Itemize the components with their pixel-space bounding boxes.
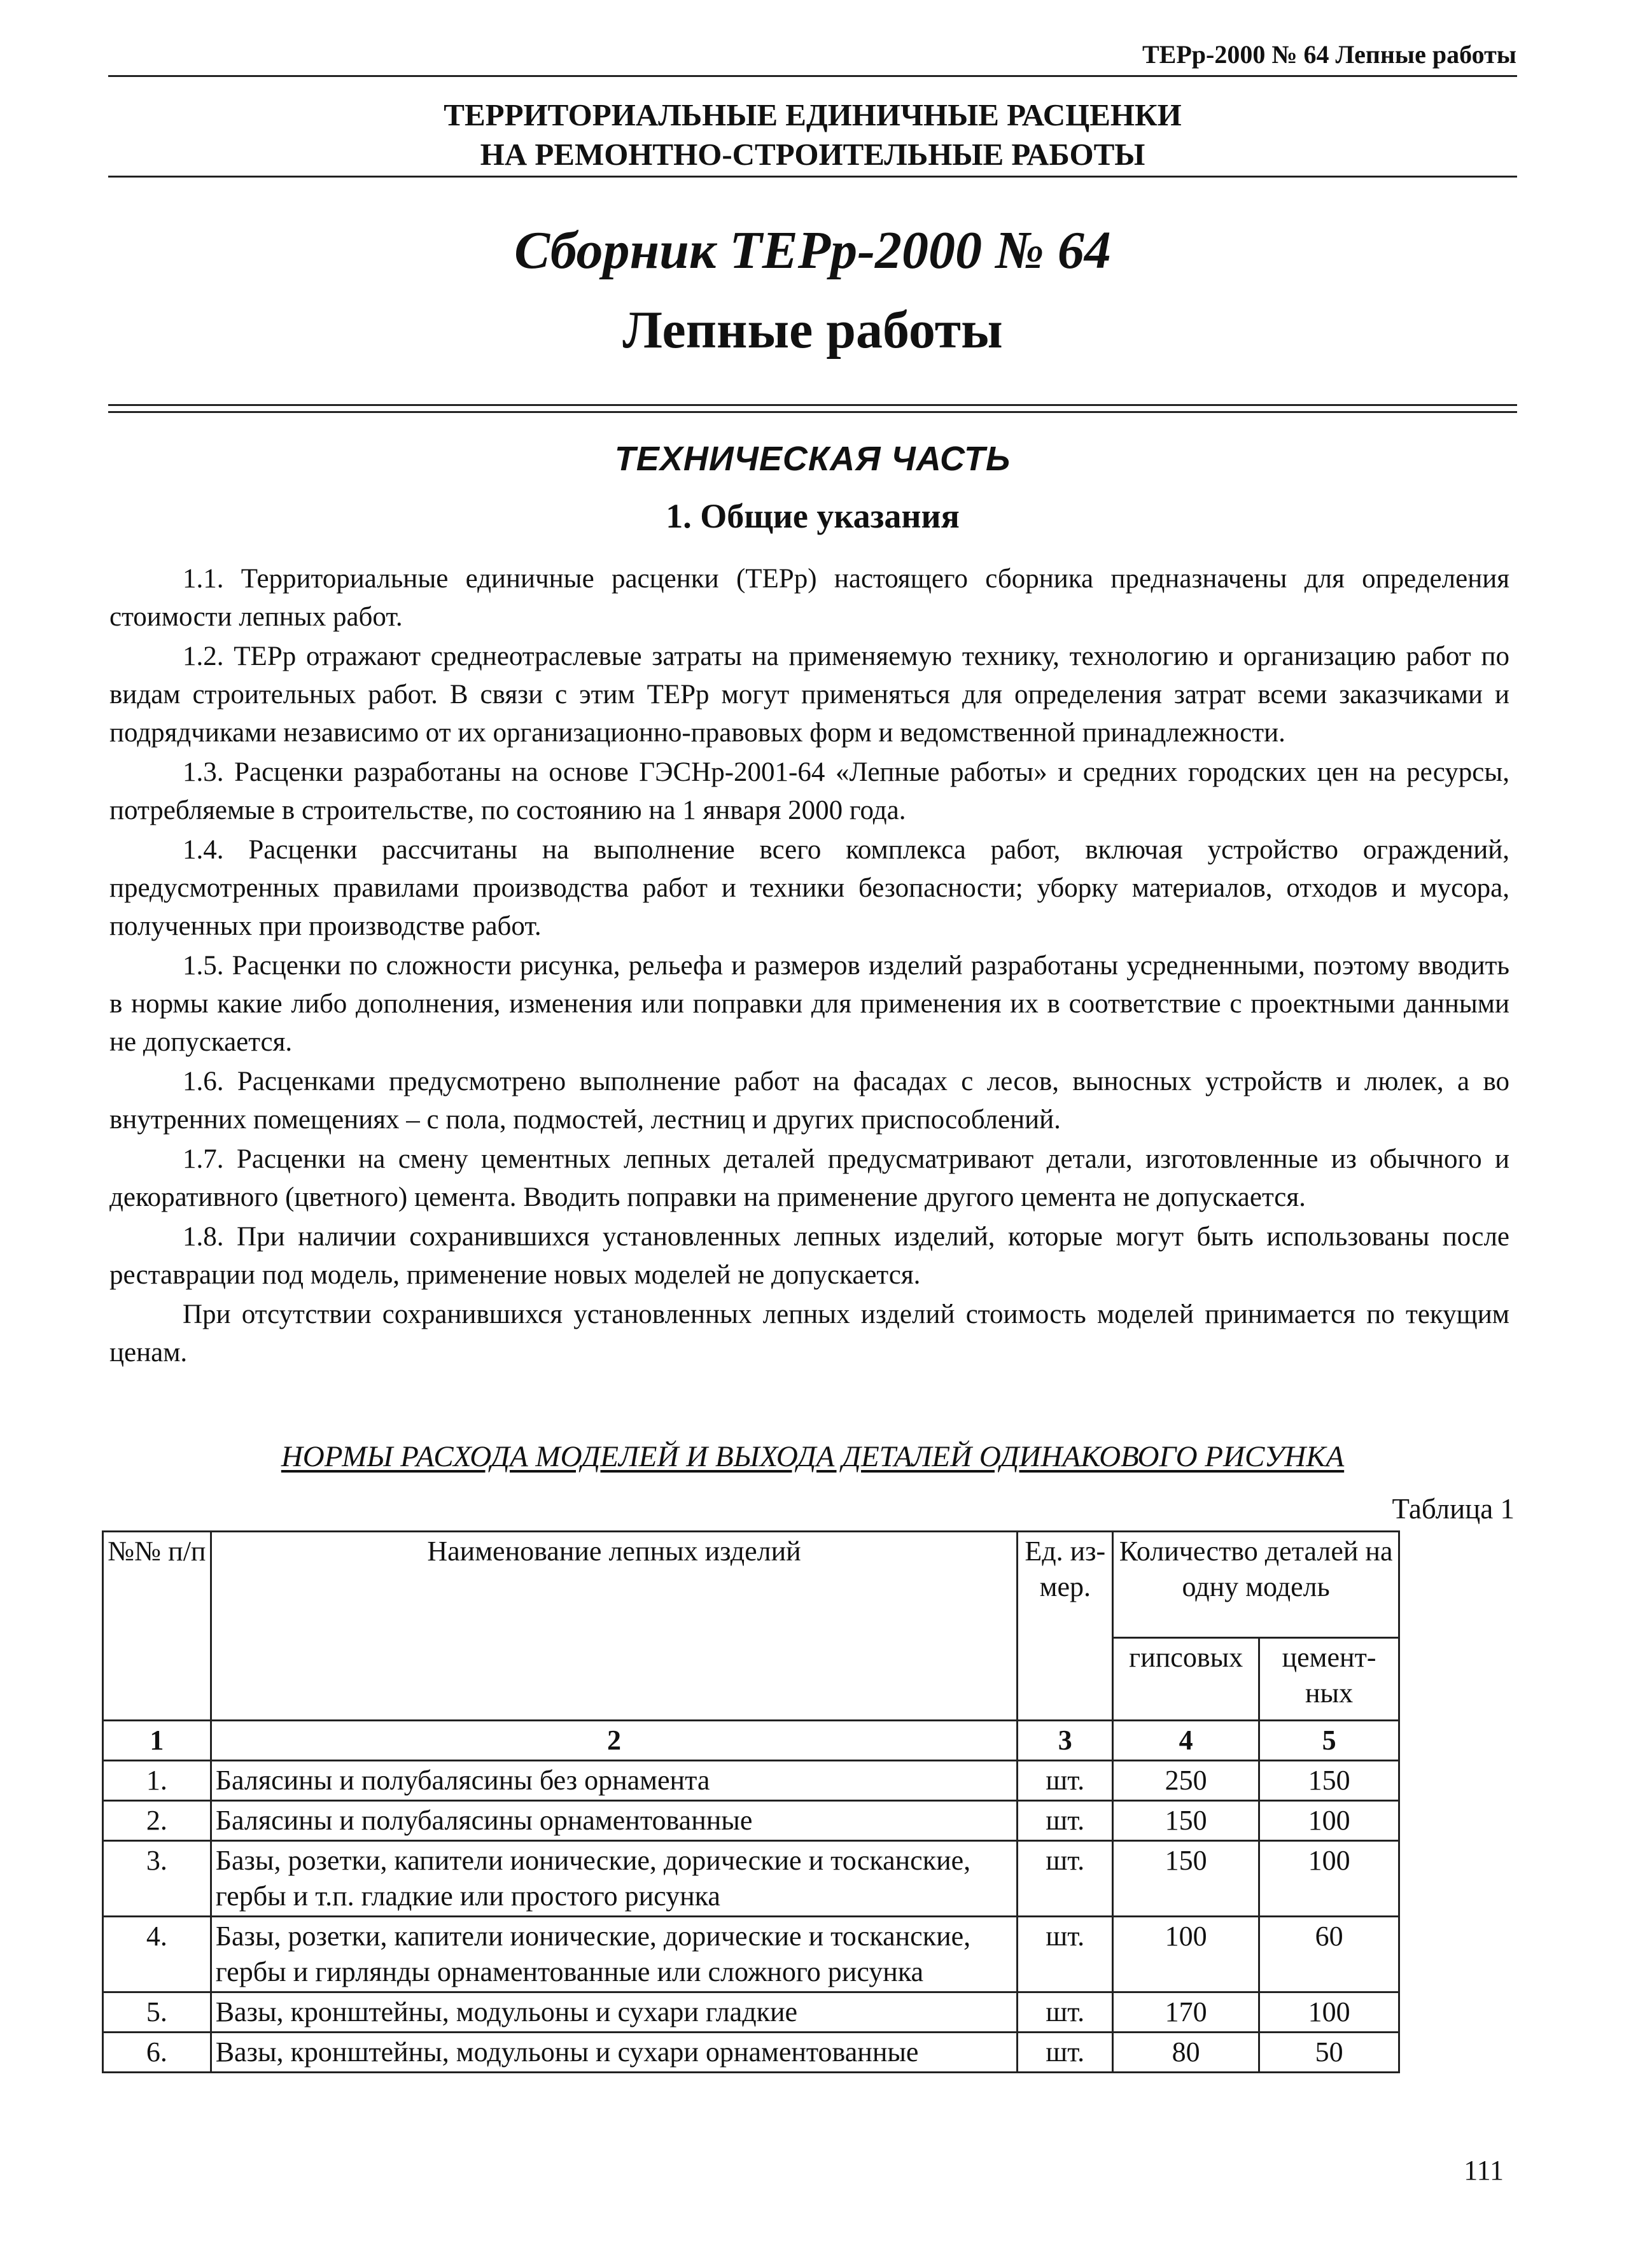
row-gypsum: 170 bbox=[1113, 1992, 1259, 2033]
row-gypsum: 100 bbox=[1113, 1917, 1259, 1992]
table-row bbox=[103, 1761, 1399, 1801]
row-unit: шт. bbox=[1018, 1761, 1113, 1801]
row-cement: 50 bbox=[1259, 2033, 1399, 2073]
document-heading bbox=[108, 95, 1517, 174]
row-unit: шт. bbox=[1018, 1801, 1113, 1841]
row-gypsum: 250 bbox=[1113, 1761, 1259, 1801]
heading-line-2: НА РЕМОНТНО-СТРОИТЕЛЬНЫЕ РАБОТЫ bbox=[480, 137, 1145, 172]
header-unit: Ед. из- мер. bbox=[1018, 1532, 1113, 1721]
header-cement: цемент- ных bbox=[1259, 1638, 1399, 1721]
paragraph-models: При отсутствии сохранившихся установленных лепных изделий стоимость моделей принимается по текущим ценам. bbox=[109, 1299, 1509, 1368]
header-name: Наименование лепных изделий bbox=[211, 1532, 1018, 1721]
row-cement: 100 bbox=[1259, 1801, 1399, 1841]
column-number: 4 bbox=[1113, 1721, 1259, 1761]
technical-part-heading: ТЕХНИЧЕСКАЯ ЧАСТЬ bbox=[614, 440, 1011, 478]
row-cement: 60 bbox=[1259, 1917, 1399, 1992]
running-header: ТЕРр-2000 № 64 Лепные работы bbox=[1142, 40, 1516, 69]
row-number: 1. bbox=[103, 1761, 211, 1801]
row-number: 5. bbox=[103, 1992, 211, 2033]
row-unit: шт. bbox=[1018, 1992, 1113, 2033]
row-number: 2. bbox=[103, 1801, 211, 1841]
paragraph-1-3: 1.3. Расценки разработаны на основе ГЭСНр-2001-64 «Лепные работы» и средних городских цен на ресурсы, потребляемые в строительстве, по состоянию на 1 января 2000 года. bbox=[109, 757, 1509, 825]
row-cement: 100 bbox=[1259, 1841, 1399, 1917]
norms-table bbox=[102, 1530, 1400, 2073]
header-num: №№ п/п bbox=[103, 1532, 211, 1721]
row-number: 6. bbox=[103, 2033, 211, 2073]
paragraph-1-7: 1.7. Расценки на смену цементных лепных деталей предусматривают детали, изготовленные из обычного и декоративного (цветного) цемента. Вводить поправки на применение другого цемента не допускается. bbox=[109, 1144, 1509, 1212]
table-row bbox=[103, 1917, 1399, 1992]
table-caption: Таблица 1 bbox=[1392, 1493, 1515, 1525]
row-cement: 100 bbox=[1259, 1992, 1399, 2033]
collection-title: Сборник ТЕРр-2000 № 64 bbox=[514, 221, 1111, 280]
header-gypsum: гипсовых bbox=[1113, 1638, 1259, 1721]
paragraph-1-2: 1.2. ТЕРр отражают среднеотраслевые затраты на применяемую технику, технологию и организацию работ по видам строительных работ. В связи с этим ТЕРр могут применяться для определения затрат всеми заказчиками и подрядчиками независимо от их организационно-правовых форм и ведомственной принадлежности. bbox=[109, 641, 1509, 748]
row-gypsum: 150 bbox=[1113, 1841, 1259, 1917]
table-row bbox=[103, 2033, 1399, 2073]
paragraph-1-1: 1.1. Территориальные единичные расценки (ТЕРр) настоящего сборника предназначены для определения стоимости лепных работ. bbox=[109, 564, 1509, 632]
row-unit: шт. bbox=[1018, 1841, 1113, 1917]
table-row bbox=[103, 1841, 1399, 1917]
row-gypsum: 80 bbox=[1113, 2033, 1259, 2073]
title-double-rule bbox=[108, 404, 1517, 413]
paragraph-1-5: 1.5. Расценки по сложности рисунка, рельефа и размеров изделий разработаны усредненными, поэтому вводить в нормы какие либо дополнения, изменения или поправки для применения их в соответствие с проектными данными не допускается. bbox=[109, 951, 1509, 1057]
row-number: 4. bbox=[103, 1917, 211, 1992]
column-number-row bbox=[103, 1721, 1399, 1761]
heading-line-1: ТЕРРИТОРИАЛЬНЫЕ ЕДИНИЧНЫЕ РАСЦЕНКИ bbox=[444, 97, 1182, 132]
table-row bbox=[103, 1992, 1399, 2033]
table-row bbox=[103, 1801, 1399, 1841]
column-number: 5 bbox=[1259, 1721, 1399, 1761]
header-rule bbox=[108, 75, 1517, 77]
row-number: 3. bbox=[103, 1841, 211, 1917]
header-qty: Количество деталей на одну модель bbox=[1113, 1532, 1399, 1638]
row-name: Вазы, кронштейны, модульоны и сухари орнаментованные bbox=[211, 2033, 1018, 2073]
row-name: Базы, розетки, капители ионические, дорические и тосканские, гербы и гирлянды орнаментованные или сложного рисунка bbox=[211, 1917, 1018, 1992]
row-unit: шт. bbox=[1018, 1917, 1113, 1992]
column-number: 2 bbox=[211, 1721, 1018, 1761]
general-instructions bbox=[109, 560, 1509, 1373]
row-name: Базы, розетки, капители ионические, дорические и тосканские, гербы и т.п. гладкие или простого рисунка bbox=[211, 1841, 1018, 1917]
table-header-row bbox=[103, 1532, 1399, 1638]
heading-rule bbox=[108, 176, 1517, 178]
page-number: 111 bbox=[1464, 2155, 1504, 2186]
row-name: Вазы, кронштейны, модульоны и сухари гладкие bbox=[211, 1992, 1018, 2033]
paragraph-1-8: 1.8. При наличии сохранившихся установленных лепных изделий, которые могут быть использованы после реставрации под модель, применение новых моделей не допускается. bbox=[109, 1222, 1509, 1290]
row-name: Балясины и полубалясины орнаментованные bbox=[211, 1801, 1018, 1841]
row-unit: шт. bbox=[1018, 2033, 1113, 2073]
column-number: 3 bbox=[1018, 1721, 1113, 1761]
table-title: НОРМЫ РАСХОДА МОДЕЛЕЙ И ВЫХОДА ДЕТАЛЕЙ ОДИНАКОВОГО РИСУНКА bbox=[281, 1440, 1345, 1473]
section-title: 1. Общие указания bbox=[666, 497, 960, 535]
column-number: 1 bbox=[103, 1721, 211, 1761]
row-gypsum: 150 bbox=[1113, 1801, 1259, 1841]
row-name: Балясины и полубалясины без орнамента bbox=[211, 1761, 1018, 1801]
paragraph-1-4: 1.4. Расценки рассчитаны на выполнение всего комплекса работ, включая устройство ограждений, предусмотренных правилами производства работ и техники безопасности; уборку материалов, отходов и мусора, полученных при производстве работ. bbox=[109, 835, 1509, 941]
paragraph-1-6: 1.6. Расценками предусмотрено выполнение работ на фасадах с лесов, выносных устройств и люлек, а во внутренних помещениях – с пола, подмостей, лестниц и других приспособлений. bbox=[109, 1067, 1509, 1135]
row-cement: 150 bbox=[1259, 1761, 1399, 1801]
collection-name: Лепные работы bbox=[622, 300, 1003, 360]
